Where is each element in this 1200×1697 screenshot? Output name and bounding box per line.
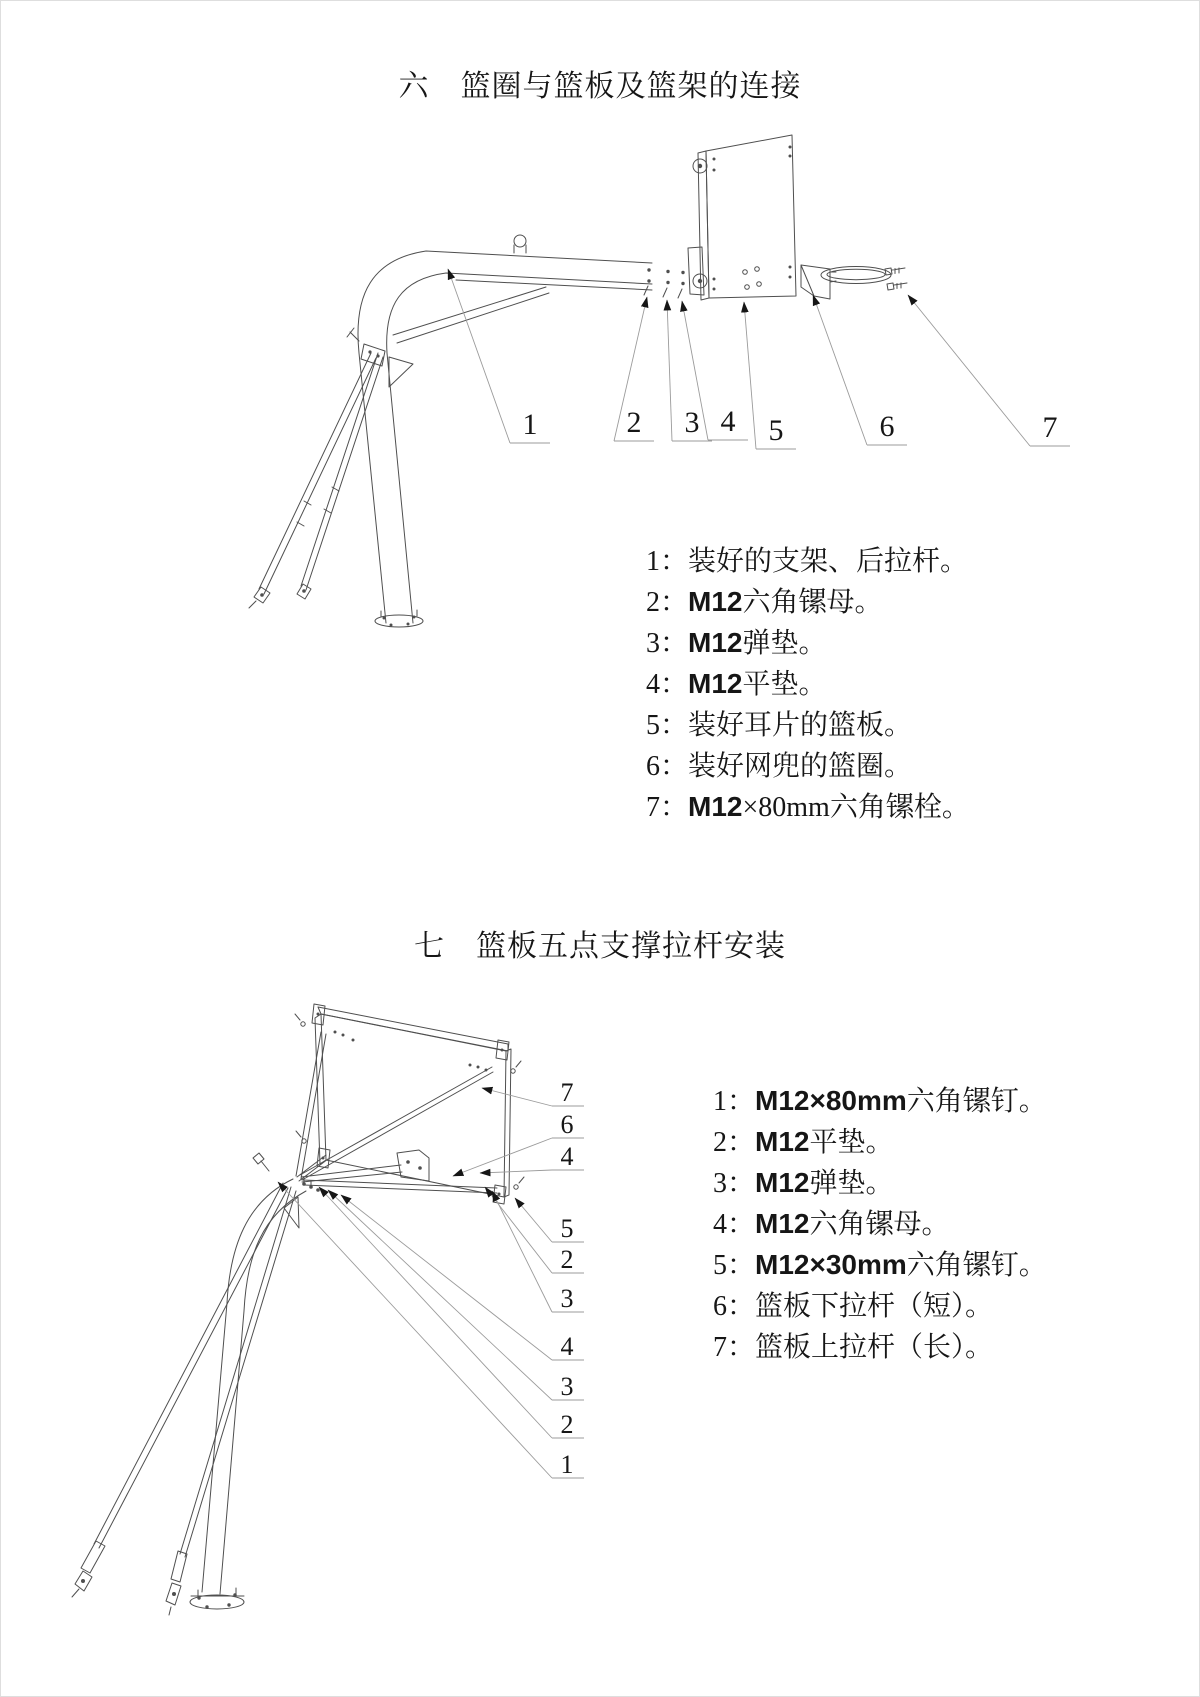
- callout-number: 5: [768, 414, 784, 447]
- part-text: 弹垫。: [742, 628, 827, 659]
- callout-2b: [319, 1187, 584, 1439]
- part-number: 2：: [646, 587, 689, 618]
- section7-parts-list: [713, 1080, 1047, 1367]
- part-item: [646, 663, 970, 704]
- assembly-diagrams: [1, 1, 1200, 1697]
- callout-number: 7: [1042, 411, 1058, 444]
- callout-3b: [328, 1190, 584, 1401]
- callout-1b: [278, 1182, 584, 1479]
- callout-7: [908, 295, 1070, 446]
- callout-number: 4: [720, 405, 736, 438]
- part-number: 3：: [646, 628, 689, 659]
- callout-number: 1: [560, 1450, 574, 1479]
- part-number: 4：: [713, 1209, 756, 1240]
- callout-number: 2: [626, 406, 642, 439]
- part-item: [713, 1080, 1047, 1121]
- part-code: M12: [688, 627, 743, 658]
- callout-number: 5: [560, 1214, 574, 1243]
- part-text: 平垫。: [742, 669, 827, 700]
- part-code: M12: [755, 1167, 810, 1198]
- part-number: 4：: [646, 669, 689, 700]
- callout-4b: [341, 1195, 584, 1361]
- part-text: 装好的支架、后拉杆。: [688, 546, 969, 577]
- part-text: 篮板上拉杆（长）。: [755, 1332, 994, 1363]
- callout-6: [813, 295, 907, 445]
- callout-3: [667, 300, 712, 441]
- callout-number: 2: [560, 1410, 574, 1439]
- callout-number: 1: [522, 408, 538, 441]
- part-code: M12: [688, 586, 743, 617]
- callout-5: [744, 302, 796, 449]
- callout-1: [448, 269, 550, 443]
- backboard-five-point-support-diagram: [72, 1004, 584, 1615]
- part-item: [713, 1244, 1047, 1285]
- part-item: [646, 622, 970, 663]
- callout-number: 3: [560, 1284, 574, 1313]
- part-text: 六角镙母。: [809, 1209, 950, 1240]
- part-code: M12: [688, 668, 743, 699]
- callout-4: [480, 1142, 584, 1173]
- rear-stay-rods: [72, 1183, 296, 1615]
- part-item: [646, 704, 970, 745]
- part-number: 1：: [713, 1086, 756, 1117]
- callout-2: [614, 297, 654, 441]
- callout-number: 4: [560, 1142, 574, 1171]
- part-number: 6：: [646, 751, 689, 782]
- part-item: [646, 581, 970, 622]
- part-number: 5：: [646, 710, 689, 741]
- part-item: [646, 786, 970, 827]
- part-code: M12: [755, 1126, 810, 1157]
- part-number: 6：: [713, 1291, 756, 1322]
- part-text: 平垫。: [809, 1127, 894, 1158]
- part-code: M12×30mm: [755, 1249, 907, 1280]
- part-number: 3：: [713, 1168, 756, 1199]
- part-number: 7：: [713, 1332, 756, 1363]
- part-number: 1：: [646, 546, 689, 577]
- backboard: [688, 135, 796, 300]
- part-text: 弹垫。: [809, 1168, 894, 1199]
- part-item: [713, 1203, 1047, 1244]
- part-item: [713, 1285, 1047, 1326]
- section6-title: 六 篮圈与篮板及篮架的连接: [398, 70, 802, 103]
- support-rods: [253, 1032, 497, 1193]
- part-text: 六角镙母。: [742, 587, 883, 618]
- callout-number: 2: [560, 1245, 574, 1274]
- rim-and-bracket: [801, 265, 891, 299]
- ground-flange: [190, 1588, 244, 1609]
- part-code: M12: [688, 791, 743, 822]
- section6-parts-list: [646, 540, 970, 827]
- ground-flange: [375, 610, 423, 627]
- part-text: 装好耳片的篮板。: [688, 710, 913, 741]
- part-code: M12×80mm: [755, 1085, 907, 1116]
- part-item: [713, 1326, 1047, 1367]
- part-item: [646, 540, 970, 581]
- callouts-section7: [278, 1078, 584, 1479]
- part-text: 装好网兜的篮圈。: [688, 751, 913, 782]
- part-item: [713, 1121, 1047, 1162]
- part-number: 5：: [713, 1250, 756, 1281]
- part-code: M12: [755, 1208, 810, 1239]
- part-number: 7：: [646, 792, 689, 823]
- rear-stay-rods: [249, 328, 385, 608]
- callout-number: 3: [684, 406, 700, 439]
- callout-number: 4: [560, 1332, 574, 1361]
- part-text: 六角镙钉。: [906, 1086, 1047, 1117]
- callout-5: [515, 1198, 584, 1243]
- callout-7: [482, 1078, 584, 1107]
- part-text: 六角镙钉。: [906, 1250, 1047, 1281]
- callout-number: 3: [560, 1372, 574, 1401]
- callout-number: 6: [560, 1110, 574, 1139]
- section7-title: 七 篮板五点支撑拉杆安装: [414, 930, 786, 963]
- part-size: ×80mm: [742, 792, 830, 823]
- part-item: [713, 1162, 1047, 1203]
- pole: [202, 1179, 306, 1594]
- part-text: 篮板下拉杆（短）。: [755, 1291, 994, 1322]
- callout-number: 6: [879, 410, 895, 443]
- part-text: 六角镙栓。: [829, 792, 970, 823]
- part-item: [646, 745, 970, 786]
- part-number: 2：: [713, 1127, 756, 1158]
- callout-number: 7: [560, 1078, 574, 1107]
